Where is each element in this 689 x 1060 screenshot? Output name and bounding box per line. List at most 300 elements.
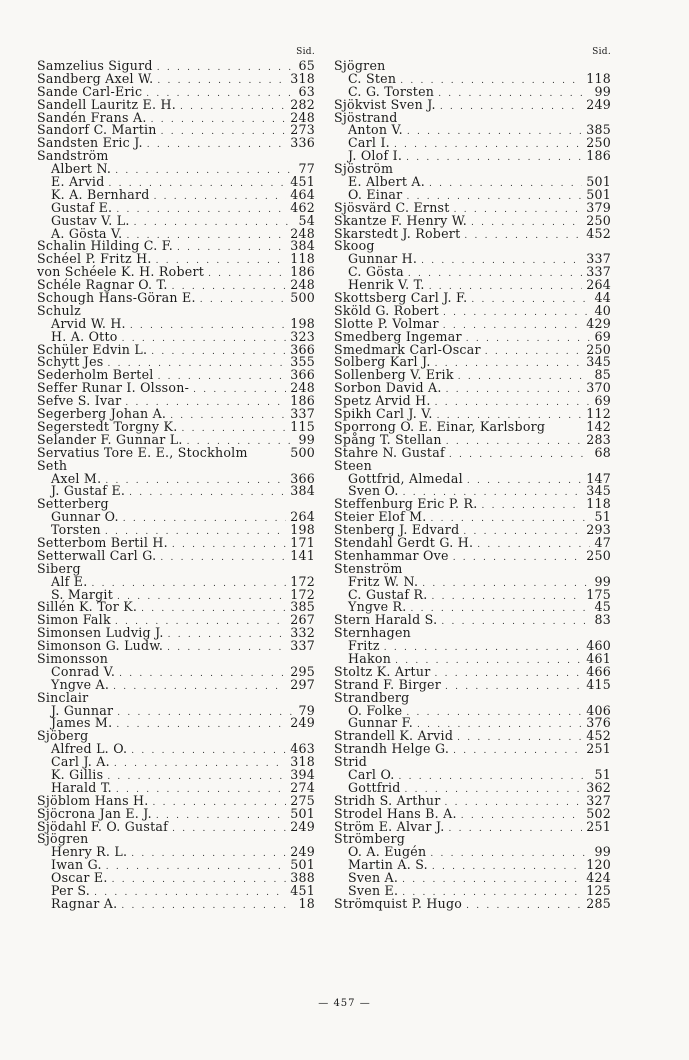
entry-name: Schalin Hilding C. F. <box>37 238 173 254</box>
leader-dots <box>193 384 286 397</box>
entry-name: Sinclair <box>37 689 89 705</box>
leader-dots <box>407 126 582 139</box>
entry-name: Sjödahl F. O. Gustaf <box>37 818 169 834</box>
entry-name: Sjösvärd C. Ernst <box>334 199 450 215</box>
entry-name: Slotte P. Volmar <box>334 315 439 331</box>
entry-name: Albert N. <box>51 161 112 177</box>
leader-dots <box>421 255 582 268</box>
entry-page-number: 283 <box>586 431 611 447</box>
leader-dots <box>153 797 287 810</box>
entry-name: Gunnar O. <box>51 509 119 525</box>
entry-name: Setterberg <box>37 496 109 512</box>
entry-name: Steier Elof M. <box>334 509 427 525</box>
entry-page-number: 141 <box>290 547 315 563</box>
entry-name: Gottfrid, Almedal <box>348 470 463 486</box>
leader-dots <box>200 294 286 307</box>
entry-page-number: 264 <box>586 277 611 293</box>
entry-name: Stahre N. Gustaf <box>334 444 445 460</box>
index-column-right <box>334 44 611 911</box>
entry-page-number: 424 <box>586 870 611 886</box>
entry-page-number: 171 <box>290 534 315 550</box>
entry-name: Gunnar H. <box>348 251 418 267</box>
leader-dots <box>172 539 286 552</box>
entry-name: Axel M. <box>51 470 102 486</box>
leader-dots <box>453 552 583 565</box>
entry-page-number: 248 <box>290 380 315 396</box>
page-column-header: Sid. <box>296 47 315 57</box>
entry-name: Strömberg <box>334 831 406 847</box>
entry-name: Simon Falk <box>37 612 111 628</box>
leader-dots <box>402 874 582 887</box>
entry-name: H. A. Otto <box>51 328 118 344</box>
entry-name: Sorbon David A. <box>334 380 442 396</box>
entry-page-number: 115 <box>290 418 315 434</box>
leader-dots <box>172 823 286 836</box>
leader-dots <box>112 874 287 887</box>
entry-name: Sjöström <box>334 161 394 177</box>
leader-dots <box>438 88 590 101</box>
entry-page-number: 501 <box>586 174 611 190</box>
entry-name: Ström E. Alvar J. <box>334 818 445 834</box>
leader-dots <box>121 900 294 913</box>
entry-name: Seth <box>37 457 68 473</box>
entry-page-number: 355 <box>290 354 315 370</box>
entry-page-number: 500 <box>290 290 315 306</box>
entry-page-number: 366 <box>290 470 315 486</box>
entry-name: Carl J. A. <box>51 754 110 770</box>
leader-dots <box>394 139 582 152</box>
entry-name: Sandell Lauritz E. H. <box>37 96 176 112</box>
entry-page-number: 99 <box>594 844 611 860</box>
leader-dots <box>130 320 286 333</box>
leader-dots <box>435 358 583 371</box>
leader-dots <box>115 165 294 178</box>
entry-name: S. Margit <box>51 586 114 602</box>
leader-dots <box>181 423 286 436</box>
entry-page-number: 186 <box>290 264 315 280</box>
entry-name: Smedberg Ingemar <box>334 328 462 344</box>
entry-page-number: 172 <box>290 586 315 602</box>
entry-page-number: 118 <box>586 496 611 512</box>
entry-page-number: 63 <box>298 83 315 99</box>
leader-dots <box>168 629 287 642</box>
entry-name: Sandorf C. Martin <box>37 122 157 138</box>
entry-name: Sjöblom Hans H. <box>37 792 149 808</box>
entry-page-number: 370 <box>586 380 611 396</box>
entry-name: Stendahl Gerdt G. H. <box>334 534 474 550</box>
leader-dots <box>457 732 582 745</box>
entry-page-number: 385 <box>290 599 315 615</box>
entry-page-number: 45 <box>594 599 611 615</box>
entry-page-number: 198 <box>290 315 315 331</box>
entry-page-number: 40 <box>594 302 611 318</box>
leader-dots <box>177 242 286 255</box>
entry-list <box>37 60 315 911</box>
leader-dots <box>445 797 583 810</box>
leader-dots <box>449 449 591 462</box>
leader-dots <box>430 848 590 861</box>
entry-name: O. Einar <box>348 186 403 202</box>
entry-name: Skarstedt J. Robert <box>334 225 461 241</box>
entry-name: Skantze F. Henry W. <box>334 212 467 228</box>
leader-dots <box>461 810 582 823</box>
entry-name: E. Arvid <box>51 174 105 190</box>
leader-dots <box>449 823 583 836</box>
leader-dots <box>157 75 286 88</box>
entry-page-number: 85 <box>594 367 611 383</box>
leader-dots <box>160 552 286 565</box>
entry-page-number: 79 <box>298 702 315 718</box>
entry-name: Sandsten Eric J. <box>37 135 143 151</box>
leader-dots <box>464 230 582 243</box>
entry-name: Stenberg J. Edvard <box>334 522 460 538</box>
entry-name: Sollenberg V. Erik <box>334 367 454 383</box>
entry-name: Strandell K. Arvid <box>334 728 454 744</box>
entry-name: Stoltz K. Artur <box>334 663 431 679</box>
leader-dots <box>113 681 286 694</box>
entry-name: Sandström <box>37 148 109 164</box>
entry-name: Stenhammar Ove <box>334 547 449 563</box>
leader-dots <box>116 719 286 732</box>
index-entry <box>334 743 611 756</box>
entry-page-number: 345 <box>586 354 611 370</box>
entry-page-number: 466 <box>586 663 611 679</box>
entry-page-number: 264 <box>290 509 315 525</box>
leader-dots <box>440 101 582 114</box>
entry-page-number: 285 <box>586 895 611 911</box>
entry-page-number: 99 <box>298 431 315 447</box>
entry-name: Sjökvist Sven J. <box>334 96 436 112</box>
entry-page-number: 250 <box>586 341 611 357</box>
entry-page-number: 249 <box>290 715 315 731</box>
entry-name: Sven E. <box>348 883 399 898</box>
entry-page-number: 384 <box>290 238 315 254</box>
entry-page-number: 500 <box>290 444 315 460</box>
entry-name: Alfred L. O. <box>51 741 128 757</box>
page-number-footer: — 457 — <box>318 998 371 1009</box>
entry-name: Yngve A. <box>51 676 110 692</box>
entry-name: Sandén Frans A. <box>37 109 147 125</box>
entry-page-number: 18 <box>298 895 315 911</box>
entry-name: Iwan G. <box>51 857 102 873</box>
entry-name: Gunnar F. <box>348 715 413 731</box>
entry-page-number: 384 <box>290 483 315 499</box>
leader-dots <box>117 707 294 720</box>
leader-dots <box>170 410 286 423</box>
entry-name: Sven O. <box>348 483 399 499</box>
leader-dots <box>454 204 583 217</box>
entry-page-number: 461 <box>586 650 611 666</box>
entry-name: Sjöstrand <box>334 109 398 125</box>
leader-dots <box>429 178 582 191</box>
leader-dots <box>157 62 295 75</box>
entry-name: Carl I. <box>348 135 390 151</box>
entry-page-number: 99 <box>594 573 611 589</box>
entry-name: Arvid W. H. <box>51 315 126 331</box>
entry-name: Siberg <box>37 560 81 576</box>
entry-page-number: 186 <box>290 393 315 409</box>
entry-name: Harald T. <box>51 779 112 795</box>
entry-name: E. Albert A. <box>348 174 426 190</box>
entry-name: Fritz <box>348 638 380 654</box>
entry-page-number: 51 <box>594 509 611 525</box>
leader-dots <box>105 475 286 488</box>
entry-name: Martin A. S. <box>348 857 428 873</box>
leader-dots <box>453 745 582 758</box>
entry-page-number: 275 <box>290 792 315 808</box>
entry-name: C. Sten <box>348 70 397 86</box>
leader-dots <box>399 771 591 784</box>
entry-name: Sandberg Axel W. <box>37 70 154 86</box>
entry-name: Henrik V. T. <box>348 277 425 293</box>
leader-dots <box>94 887 286 900</box>
entry-page-number: 54 <box>298 212 315 228</box>
entry-page-number: 462 <box>290 199 315 215</box>
leader-dots <box>471 294 590 307</box>
leader-dots <box>432 591 583 604</box>
leader-dots <box>106 861 286 874</box>
entry-page-number: 388 <box>290 870 315 886</box>
leader-dots <box>114 758 286 771</box>
leader-dots <box>117 591 286 604</box>
entry-page-number: 248 <box>290 277 315 293</box>
leader-dots <box>446 436 582 449</box>
leader-dots <box>434 668 582 681</box>
entry-page-number: 77 <box>298 161 315 177</box>
entry-name: Sporrong O. E. Einar, Karlsborg <box>334 418 546 434</box>
entry-page-number: 385 <box>586 122 611 138</box>
entry-name: Strand F. Birger <box>334 676 442 692</box>
entry-page-number: 376 <box>586 715 611 731</box>
leader-dots <box>443 320 582 333</box>
leader-dots <box>406 707 582 720</box>
entry-name: Schüler Edvin L. <box>37 341 148 357</box>
entry-page-number: 429 <box>586 315 611 331</box>
entry-page-number: 406 <box>586 702 611 718</box>
entry-name: Stenström <box>334 560 403 576</box>
entry-page-number: 394 <box>290 766 315 782</box>
entry-page-number: 295 <box>290 663 315 679</box>
entry-name: Sjögren <box>37 831 89 847</box>
leader-dots <box>161 126 287 139</box>
entry-page-number: 362 <box>586 779 611 795</box>
entry-page-number: 248 <box>290 225 315 241</box>
entry-page-number: 120 <box>586 857 611 873</box>
entry-name: O. A. Eugén <box>348 844 427 860</box>
leader-dots <box>422 578 590 591</box>
entry-page-number: 99 <box>594 83 611 99</box>
leader-dots <box>463 526 582 539</box>
entry-name: Schytt Jes <box>37 354 104 370</box>
index-entry <box>334 895 611 911</box>
entry-list <box>334 60 611 911</box>
entry-page-number: 250 <box>586 135 611 151</box>
index-entry <box>334 444 611 460</box>
entry-page-number: 464 <box>290 186 315 202</box>
index-entry <box>334 225 611 241</box>
entry-page-number: 501 <box>290 805 315 821</box>
entry-name: Strid <box>334 754 368 770</box>
entry-name: Setterbom Bertil H. <box>37 534 168 550</box>
leader-dots <box>458 371 591 384</box>
leader-dots <box>123 513 286 526</box>
entry-name: Strömquist P. Hugo <box>334 895 463 911</box>
entry-page-number: 186 <box>586 148 611 164</box>
entry-name: J. Gunnar <box>51 702 114 718</box>
entry-name: Fritz W. N. <box>348 573 419 589</box>
entry-name: Sjöberg <box>37 728 89 744</box>
leader-dots <box>134 217 295 230</box>
entry-name: Strodel Hans B. A. <box>334 805 457 821</box>
entry-page-number: 463 <box>290 741 315 757</box>
entry-page-number: 251 <box>586 741 611 757</box>
entry-name: Sternhagen <box>334 625 412 641</box>
leader-dots <box>154 191 287 204</box>
entry-page-number: 125 <box>586 883 611 898</box>
leader-dots <box>131 848 286 861</box>
entry-page-number: 274 <box>290 779 315 795</box>
leader-dots <box>167 642 286 655</box>
entry-page-number: 198 <box>290 522 315 538</box>
entry-name: Segerberg Johan A. <box>37 406 167 422</box>
entry-page-number: 327 <box>586 792 611 808</box>
leader-dots <box>446 384 583 397</box>
entry-name: Gustav V. L. <box>51 212 130 228</box>
entry-page-number: 332 <box>290 625 315 641</box>
entry-name: Gustaf E. <box>51 199 113 215</box>
leader-dots <box>466 333 591 346</box>
entry-page-number: 337 <box>290 638 315 654</box>
entry-page-number: 337 <box>290 406 315 422</box>
entry-name: Sven A. <box>348 870 399 886</box>
entry-page-number: 249 <box>586 96 611 112</box>
entry-page-number: 51 <box>594 766 611 782</box>
entry-name: Yngve R. <box>348 599 407 615</box>
entry-page-number: 318 <box>290 70 315 86</box>
entry-name: Schough Hans-Göran E. <box>37 290 196 306</box>
entry-page-number: 297 <box>290 676 315 692</box>
entry-page-number: 248 <box>290 109 315 125</box>
entry-page-number: 345 <box>586 483 611 499</box>
entry-name: Stridh S. Arthur <box>334 792 441 808</box>
entry-name: James M. <box>51 715 113 731</box>
entry-name: Sande Carl-Eric <box>37 83 143 99</box>
entry-name: Segerstedt Torgny K. <box>37 418 178 434</box>
leader-dots <box>445 681 582 694</box>
entry-name: Conrad V. <box>51 663 116 679</box>
entry-page-number: 451 <box>290 883 315 898</box>
entry-page-number: 293 <box>586 522 611 538</box>
entry-page-number: 44 <box>594 290 611 306</box>
leader-dots <box>485 346 582 359</box>
entry-page-number: 249 <box>290 818 315 834</box>
entry-page-number: 323 <box>290 328 315 344</box>
entry-page-number: 142 <box>586 418 611 434</box>
entry-name: C. Gustaf R. <box>348 586 428 602</box>
entry-page-number: 249 <box>290 844 315 860</box>
entry-name: Gottfrid <box>348 779 401 795</box>
entry-page-number: 451 <box>290 174 315 190</box>
entry-page-number: 282 <box>290 96 315 112</box>
entry-name: Setterwall Carl G. <box>37 547 157 563</box>
entry-name: Simonson G. Ludw. <box>37 638 164 654</box>
leader-dots <box>116 204 286 217</box>
leader-dots <box>466 900 582 913</box>
entry-name: Alf E. <box>51 573 88 589</box>
entry-name: Oscar E. <box>51 870 108 886</box>
entry-name: Sefve S. Ivar <box>37 393 122 409</box>
leader-dots <box>482 500 583 513</box>
entry-name: Schéle Ragnar O. T. <box>37 277 168 293</box>
entry-page-number: 337 <box>586 264 611 280</box>
leader-dots <box>477 539 590 552</box>
entry-name: O. Folke <box>348 702 403 718</box>
entry-name: K. Gillis <box>51 766 104 782</box>
entry-page-number: 175 <box>586 586 611 602</box>
leader-dots <box>119 668 286 681</box>
leader-dots <box>441 616 590 629</box>
entry-name: Seffer Runar I. Olsson- <box>37 380 190 396</box>
leader-dots <box>435 397 591 410</box>
entry-name: Servatius Tore E. E., Stockholm <box>37 444 248 460</box>
entry-name: Smedmark Carl-Oscar <box>334 341 481 357</box>
entry-page-number: 337 <box>586 251 611 267</box>
entry-page-number: 250 <box>586 212 611 228</box>
entry-name: Strandberg <box>334 689 410 705</box>
entry-name: Sederholm Bertel <box>37 367 154 383</box>
entry-page-number: 251 <box>586 818 611 834</box>
entry-name: Per S. <box>51 883 91 898</box>
leader-dots <box>129 487 286 500</box>
entry-name: Sjögren <box>334 58 386 73</box>
leader-dots <box>471 217 582 230</box>
leader-dots <box>91 578 286 591</box>
entry-page-number: 69 <box>594 393 611 409</box>
entry-name: Solberg Karl J. <box>334 354 431 370</box>
entry-name: Selander F. Gunnar L. <box>37 431 183 447</box>
leader-dots <box>411 603 591 616</box>
entry-page-number: 250 <box>586 547 611 563</box>
entry-page-number: 336 <box>290 135 315 151</box>
leader-dots <box>156 810 286 823</box>
entry-name: Sköld G. Robert <box>334 302 439 318</box>
entry-name: Sillén K. Tor K. <box>37 599 138 615</box>
entry-name: Simonsen Ludvig J. <box>37 625 164 641</box>
entry-page-number: 147 <box>586 470 611 486</box>
entry-page-number: 415 <box>586 676 611 692</box>
entry-page-number: 118 <box>290 251 315 267</box>
entry-name: Hakon <box>348 650 392 666</box>
entry-name: Stern Harald S. <box>334 612 438 628</box>
entry-name: Spetz Arvid H. <box>334 393 431 409</box>
entry-page-number: 273 <box>290 122 315 138</box>
entry-name: Spikh Carl J. V. <box>334 406 433 422</box>
leader-dots <box>180 101 286 114</box>
entry-name: Anton V. <box>348 122 403 138</box>
entry-name: von Schéele K. H. Robert <box>37 264 205 280</box>
entry-page-number: 318 <box>290 754 315 770</box>
entry-name: Sjöcrona Jan E. J. <box>37 805 152 821</box>
entry-name: Samzelius Sigurd <box>37 58 153 73</box>
leader-dots <box>432 861 582 874</box>
page-column-header: Sid. <box>592 47 611 57</box>
entry-page-number: 502 <box>586 805 611 821</box>
entry-name: J. Gustaf E. <box>51 483 126 499</box>
entry-page-number: 452 <box>586 728 611 744</box>
leader-dots <box>408 268 582 281</box>
entry-name: Schéel P. Fritz H. <box>37 251 152 267</box>
entry-page-number: 366 <box>290 367 315 383</box>
